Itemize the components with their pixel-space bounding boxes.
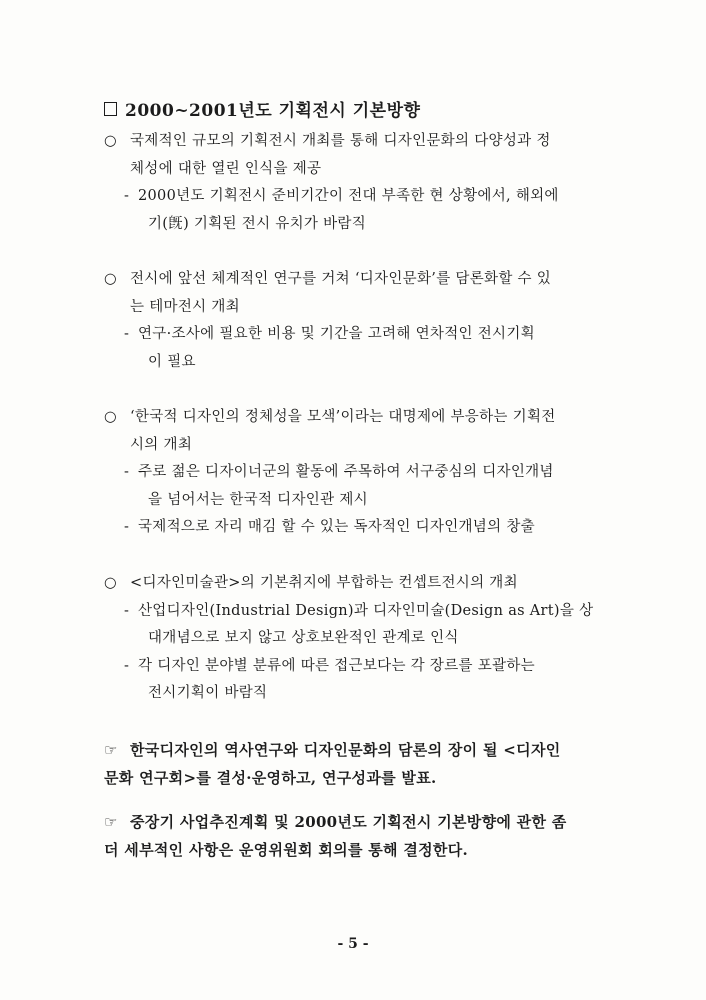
circle-bullet-icon: ○ [104, 409, 117, 425]
section-heading [104, 96, 420, 121]
note-2 [104, 808, 624, 864]
note-2-line-1: ☞ 중장기 사업추진계획 및 2000년도 기획전시 기본방향에 관한 좀 [104, 808, 624, 836]
note-1-line-2: 문화 연구회>를 결성·운영하고, 연구성과를 발표. [104, 769, 437, 787]
dash-bullet: - [124, 326, 130, 342]
note-1-line-1: ☞ 한국디자인의 역사연구와 디자인문화의 담론의 장이 될 <디자인 [104, 736, 624, 764]
section-3-sub-1-line-2: 을 넘어서는 한국적 디자인관 제시 [148, 491, 368, 508]
section-2-line-2: 는 테마전시 개최 [130, 298, 240, 315]
section-2-line-1: ○ 전시에 앞선 체계적인 연구를 거쳐 ‘디자인문화’를 담론화할 수 있 [104, 266, 624, 294]
page-number: - 5 - [337, 936, 369, 952]
circle-bullet-icon: ○ [104, 271, 117, 287]
section-1-line-1: ○ 국제적인 규모의 기획전시 개최를 통해 디자인문화의 다양성과 정 [104, 128, 624, 156]
section-4-sub-2-line-1: - 각 디자인 분야별 분류에 따른 접근보다는 각 장르를 포괄하는 [104, 653, 624, 681]
section-4-sub-1-line-1: - 산업디자인(Industrial Design)과 디자인미술(Design as Art)을 상 [104, 598, 624, 626]
section-3-line-1: ○ ‘한국적 디자인의 정체성을 모색’이라는 대명제에 부응하는 기획전 [104, 404, 624, 432]
heading-title: 2000~2001년도 기획전시 기본방향 [125, 101, 421, 121]
section-4-sub-1-line-2: 대개념으로 보지 않고 상호보완적인 관계로 인식 [148, 630, 459, 646]
section-1-line-2: 체성에 대한 열린 인식을 제공 [130, 160, 322, 177]
circle-bullet-icon: ○ [104, 575, 117, 591]
section-1 [104, 128, 624, 238]
section-3-sub-2-line-1: - 국제적으로 자리 매김 할 수 있는 독자적인 디자인개념의 창출 [104, 514, 624, 542]
section-3-sub-1-line-1: - 주로 젊은 디자이너군의 활동에 주목하여 서구중심의 디자인개념 [104, 459, 624, 487]
section-2 [104, 266, 624, 376]
dash-bullet: - [124, 188, 130, 204]
dash-bullet: - [124, 602, 130, 619]
section-3 [104, 404, 624, 542]
section-3-line-2: 시의 개최 [130, 436, 193, 453]
dash-bullet: - [124, 657, 130, 674]
pointing-hand-icon: ☞ [104, 813, 118, 831]
note-2-line-2: 더 세부적인 사항은 운영위원회 회의를 통해 결정한다. [104, 841, 469, 859]
section-2-sub-1-line-1: - 연구·조사에 필요한 비용 및 기간을 고려해 연차적인 전시기획 [104, 321, 624, 349]
dash-bullet: - [124, 519, 130, 535]
section-4 [104, 570, 624, 708]
section-4-sub-2-line-2: 전시기획이 바람직 [148, 685, 268, 701]
section-4-line-1: ○ <디자인미술관>의 기본취지에 부합하는 컨셉트전시의 개최 [104, 570, 624, 598]
section-1-sub-1-line-1: - 2000년도 기획전시 준비기간이 전대 부족한 현 상황에서, 해외에 [104, 183, 624, 211]
checkbox-square-icon [104, 102, 117, 116]
pointing-hand-icon: ☞ [104, 741, 118, 759]
dash-bullet: - [124, 464, 130, 480]
note-1 [104, 736, 624, 792]
section-2-sub-1-line-2: 이 필요 [148, 353, 196, 370]
circle-bullet-icon: ○ [104, 133, 117, 149]
section-1-sub-1-line-2: 기(旣) 기획된 전시 유치가 바람직 [148, 215, 367, 232]
